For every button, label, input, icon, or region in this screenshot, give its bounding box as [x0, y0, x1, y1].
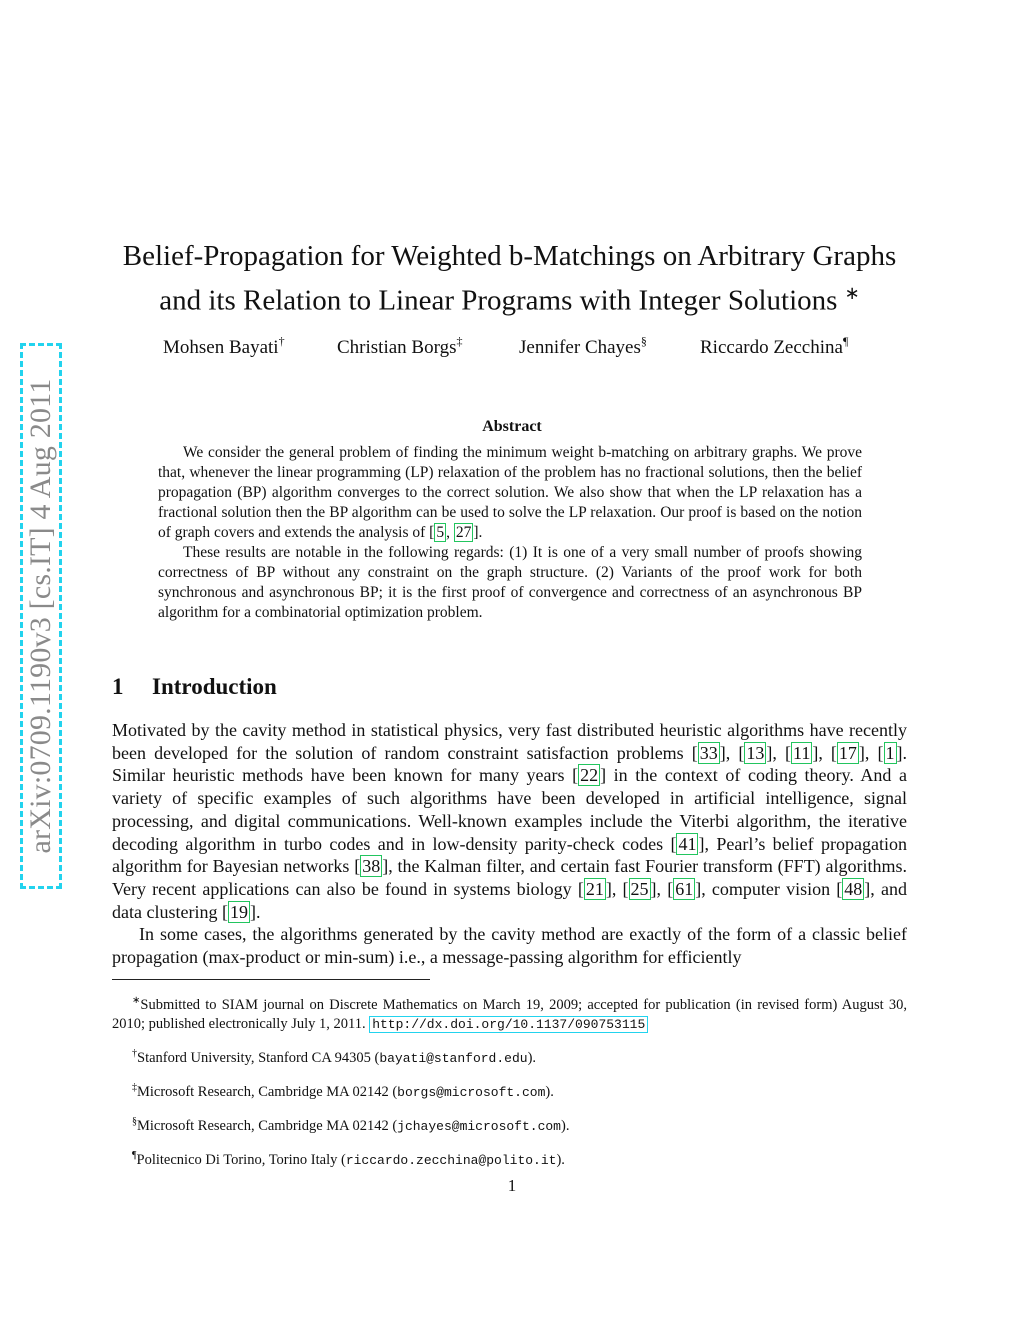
- author-email: jchayes@microsoft.com: [397, 1118, 561, 1134]
- footnote-submission: ∗Submitted to SIAM journal on Discrete Mathematics on March 19, 2009; accepted for publication (in revised form) August 30, 2010; published electronically July 1, 2011. http://dx.doi.org/10.1137/090753115: [112, 995, 907, 1033]
- abstract: [158, 443, 862, 623]
- citation-link[interactable]: 5: [436, 524, 445, 541]
- author-zecchina: Riccardo Zecchina¶: [700, 334, 849, 358]
- citation-link[interactable]: 22: [580, 765, 599, 786]
- citation-link[interactable]: 33: [699, 742, 718, 763]
- footnote-affiliation: ¶Politecnico Di Torino, Torino Italy (riccardo.zecchina@polito.it).: [132, 1149, 565, 1168]
- citation-link[interactable]: 38: [362, 856, 381, 877]
- title-line-2: and its Relation to Linear Programs with Integer Solutions ∗: [159, 283, 860, 317]
- abstract-paragraph: We consider the general problem of finding the minimum weight b-matching on arbitrary graphs. We prove that, whenever the linear programming (LP) relaxation of the problem has no fractional solutions, then the belief propagation (BP) algorithm converges to the correct solution. We also show that when the LP relaxation has a fractional solution then the BP algorithm can be used to solve the LP relaxation. Our proof is based on the notion of graph covers and extends the analysis of [ 5 , 27 ].: [158, 444, 862, 541]
- footnote-divider: [112, 979, 430, 980]
- abstract-heading: Abstract: [482, 418, 542, 435]
- author-bayati: Mohsen Bayati†: [163, 334, 285, 358]
- citation-link[interactable]: 41: [678, 833, 697, 854]
- citation-link[interactable]: 27: [455, 524, 472, 541]
- title-line-1: Belief-Propagation for Weighted b-Matchings on Arbitrary Graphs: [122, 240, 897, 272]
- author-footnote-mark[interactable]: ‡: [456, 334, 463, 348]
- author-borgs: Christian Borgs‡: [337, 334, 463, 358]
- paper-title: [112, 238, 907, 320]
- introduction-body: [112, 719, 907, 969]
- citation-link[interactable]: 25: [630, 878, 649, 899]
- citation-link[interactable]: 21: [585, 878, 604, 899]
- section-number: 1: [112, 674, 124, 699]
- citation-link[interactable]: 61: [675, 878, 694, 899]
- section-heading: [112, 674, 277, 700]
- citation-link[interactable]: 13: [746, 742, 765, 763]
- citation-link[interactable]: 19: [229, 901, 248, 922]
- author-footnote-mark[interactable]: †: [278, 334, 285, 348]
- page-number: 1: [507, 1176, 517, 1195]
- author-email: borgs@microsoft.com: [397, 1084, 546, 1100]
- footnotes: [112, 991, 907, 1180]
- body-paragraph: Motivated by the cavity method in statistical physics, very fast distributed heuristic algorithms have recently been developed for the solution of random constraint satisfaction problems [ 33 ], [ 13 ], [ 11 ], [ 17 ], [ 1 ]. Similar heuristic methods have been known for many years [ 22 ] in the context of coding theory. And a variety of specific examples of such algorithms have been developed in artificial intelligence, signal processing, and digital communications. Well-known examples include the Viterbi algorithm, the iterative decoding algorithm in turbo codes and in low-density parity-check codes [ 41 ], Pearl’s belief propagation algorithm for Bayesian networks [ 38 ], the Kalman filter, and certain fast Fourier transform (FFT) algorithms. Very recent applications can also be found in systems biology [ 21 ], [ 25 ], [ 61 ], computer vision [ 48 ], and data clustering [ 19 ].: [112, 720, 908, 922]
- abstract-paragraph: These results are notable in the following regards: (1) It is one of a very small number of proofs showing correctness of BP without any constraint on the graph structure. (2) Variants of the proof work for both synchronous and asynchronous BP; it is the first proof of convergence and correctness of an asynchronous BP algorithm for a combinatorial optimization problem.: [158, 544, 862, 621]
- citation-link[interactable]: 11: [792, 742, 811, 763]
- footnote-affiliation: †Stanford University, Stanford CA 94305 (bayati@stanford.edu).: [132, 1048, 537, 1067]
- title-footnote-mark[interactable]: ∗: [844, 283, 860, 303]
- author-email: riccardo.zecchina@polito.it: [345, 1152, 557, 1168]
- author-list: [0, 334, 1024, 363]
- author-chayes: Jennifer Chayes§: [519, 334, 647, 358]
- arxiv-identifier: arXiv:0709.1190v3 [cs.IT] 4 Aug 2011: [24, 378, 57, 854]
- body-paragraph: In some cases, the algorithms generated by the cavity method are exactly of the form of a classic belief propagation (max-product or min-sum) i.e., a message-passing algorithm for efficiently: [112, 924, 907, 968]
- citation-link[interactable]: 17: [838, 742, 857, 763]
- section-title: Introduction: [152, 674, 277, 699]
- footnote-affiliation: ‡Microsoft Research, Cambridge MA 02142 (borgs@microsoft.com).: [132, 1082, 554, 1100]
- citation-link[interactable]: 48: [844, 878, 863, 899]
- author-footnote-mark[interactable]: ¶: [842, 334, 849, 348]
- author-footnote-mark[interactable]: §: [640, 334, 647, 348]
- citation-link[interactable]: 1: [885, 742, 895, 763]
- doi-link[interactable]: http://dx.doi.org/10.1137/090753115: [369, 1016, 648, 1033]
- author-email: bayati@stanford.edu: [379, 1051, 528, 1067]
- footnote-affiliation: §Microsoft Research, Cambridge MA 02142 (jchayes@microsoft.com).: [132, 1115, 570, 1134]
